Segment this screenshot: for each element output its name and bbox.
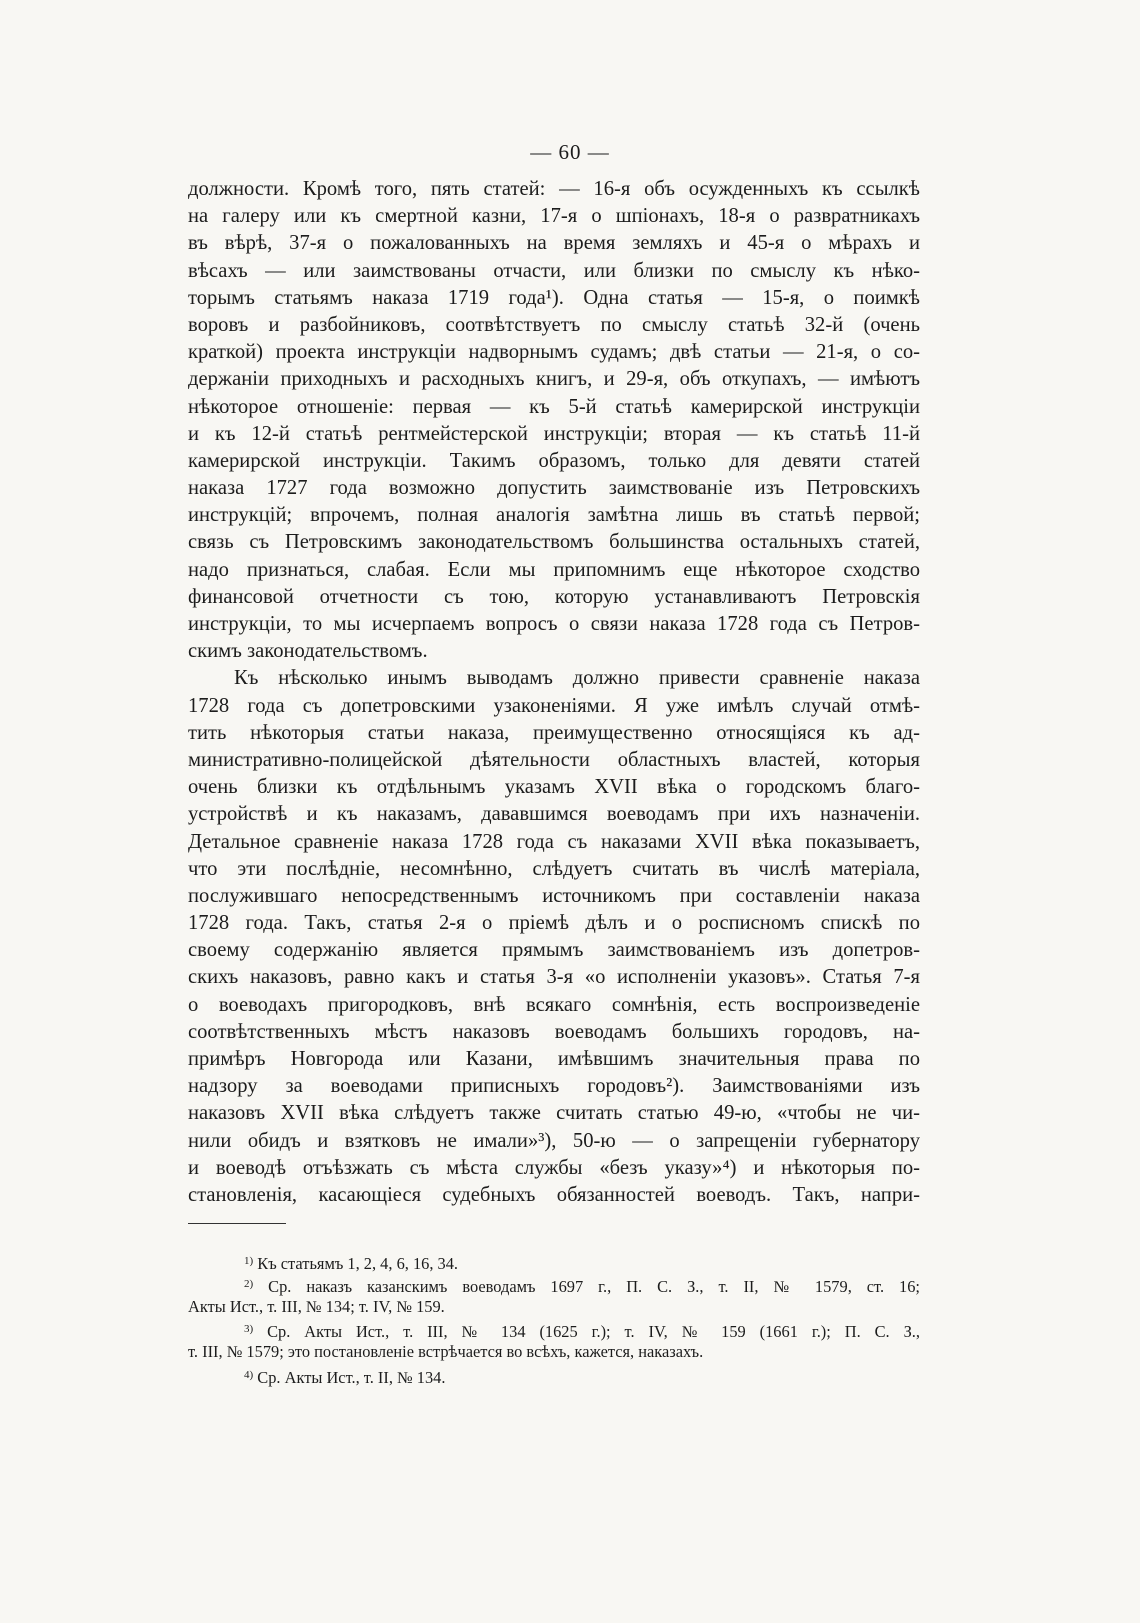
text-line: надзору за воеводами приписныхъ городовъ²). Заимствованіями изъ: [188, 1075, 920, 1098]
text-line: примѣръ Новгорода или Казани, имѣвшимъ значительныя права по: [188, 1048, 920, 1070]
footnotes: [188, 1250, 920, 1387]
page-number: — 60 —: [530, 140, 610, 164]
text-line: вѣсахъ — или заимствованы отчасти, или близки по смыслу къ нѣко-: [188, 259, 920, 282]
text-line: что эти послѣдніе, несомнѣнно, слѣдуетъ считать въ числѣ матеріала,: [188, 857, 920, 880]
footnote-1: [188, 1250, 920, 1273]
footnote-3-cont: т. III, № 1579; это постановленіе встрѣчается во всѣхъ, кажется, наказахъ.: [188, 1342, 704, 1362]
text-line: воровъ и разбойниковъ, соотвѣтствуетъ по смыслу статьѣ 32-й (очень: [188, 313, 920, 336]
text-line: тить нѣкоторыя статьи наказа, преимущественно относящіяся къ ад-: [188, 721, 920, 744]
text-line: и воеводѣ отъѣзжать съ мѣста службы «безъ указу»⁴) и нѣкоторыя по-: [188, 1156, 920, 1179]
text-line: скимъ законодательствомъ.: [188, 640, 428, 663]
text-line: наказовъ XVII вѣка слѣдуетъ также считать статью 49-ю, «чтобы не чи-: [188, 1102, 920, 1125]
text-line: соотвѣтственныхъ мѣстъ наказовъ воеводамъ большихъ городовъ, на-: [188, 1020, 920, 1043]
text-line: скихъ наказовъ, равно какъ и статья 3-я «о исполненіи указовъ». Статья 7-я: [188, 966, 920, 989]
text-line: инструкцій; впрочемъ, полная аналогія замѣтна лишь въ статьѣ первой;: [188, 504, 920, 527]
footnote-divider: [188, 1223, 286, 1224]
text-line: и къ 12-й статьѣ рентмейстерской инструкціи; вторая — къ статьѣ 11-й: [188, 422, 920, 445]
text-line: надо признаться, слабая. Если мы припомнимъ еще нѣкоторое сходство: [188, 558, 920, 581]
text-line: финансовой отчетности съ тою, которую устанавливаютъ Петровскія: [188, 585, 920, 608]
text-line: становленія, касающіеся судебныхъ обязанностей воеводъ. Такъ, напри-: [188, 1183, 920, 1206]
footnote-mark: 3): [244, 1323, 254, 1336]
footnote-mark: 2): [244, 1277, 254, 1290]
text-line: устройствѣ и къ наказамъ, дававшимся воеводамъ при ихъ назначеніи.: [188, 803, 920, 826]
text-line: 1728 года. Такъ, статья 2-я о пріемѣ дѣлъ и о росписномъ спискѣ по: [188, 912, 920, 935]
text-line: держаніи приходныхъ и расходныхъ книгъ, и 29-я, объ откупахъ, — имѣютъ: [188, 368, 920, 391]
text-line: нѣкоторое отношеніе: первая — къ 5-й статьѣ камерирской инструкціи: [188, 395, 920, 418]
text-line: связь съ Петровскимъ законодательствомъ большинства остальныхъ статей,: [188, 531, 920, 554]
text-line: очень близки къ отдѣльнымъ указамъ XVII вѣка о городскомъ благо-: [188, 776, 920, 799]
footnote-mark: 1): [244, 1255, 254, 1267]
footnote-2: [188, 1273, 920, 1296]
footnote-mark: 4): [244, 1368, 254, 1381]
text-line: въ вѣрѣ, 37-я о пожалованныхъ на время земляхъ и 45-я о мѣрахъ и: [188, 232, 920, 255]
footnote-4: [188, 1364, 920, 1387]
text-line: послужившаго непосредственнымъ источникомъ при составленіи наказа: [188, 884, 920, 907]
text-line: нили обидъ и взятковъ не имали»³), 50-ю — о запрещеніи губернатору: [188, 1129, 920, 1152]
footnote-text: Къ статьямъ 1, 2, 4, 6, 16, 34.: [257, 1254, 459, 1273]
text-line: инструкціи, то мы исчерпаемъ вопросъ о связи наказа 1728 года съ Петров-: [188, 613, 920, 635]
text-line: своему содержанію является прямымъ заимствованіемъ изъ допетров-: [188, 939, 920, 962]
body-text: [188, 176, 920, 1209]
text-line: камерирской инструкціи. Такимъ образомъ, только для девяти статей: [188, 449, 920, 472]
text-line: 1728 года съ допетровскими узаконеніями. Я уже имѣлъ случай отмѣ-: [188, 694, 920, 717]
text-line: Детальное сравненіе наказа 1728 года съ наказами XVII вѣка показываетъ,: [188, 830, 920, 853]
text-line: на галеру или къ смертной казни, 17-я о шпіонахъ, 18-я о развратникахъ: [188, 205, 920, 228]
text-line: о воеводахъ пригородковъ, внѣ всякаго сомнѣнія, есть воспроизведеніе: [188, 993, 920, 1016]
text-line: торымъ статьямъ наказа 1719 года¹). Одна статья — 15-я, о поимкѣ: [188, 286, 920, 309]
text-line: министративно-полицейской дѣятельности областныхъ властей, которыя: [188, 748, 920, 771]
text-line: наказа 1727 года возможно допустить заимствованіе изъ Петровскихъ: [188, 477, 920, 500]
text-line: Къ нѣсколько инымъ выводамъ должно привести сравненіе наказа: [234, 667, 920, 690]
text-line: краткой) проекта инструкціи надворнымъ судамъ; двѣ статьи — 21-я, о со-: [188, 341, 920, 364]
footnote-3: [188, 1318, 920, 1341]
footnote-text: Ср. наказъ казанскимъ воеводамъ 1697 г., П. С. З., т. II, № 1579, ст. 16;: [268, 1276, 920, 1296]
footnote-text: Ср. Акты Ист., т. II, № 134.: [257, 1367, 446, 1387]
text-line: должности. Кромѣ того, пять статей: — 16-я объ осужденныхъ къ ссылкѣ: [188, 178, 920, 200]
footnote-2-cont: Акты Ист., т. III, № 134; т. IV, № 159.: [188, 1296, 445, 1316]
footnote-text: Ср. Акты Ист., т. III, № 134 (1625 г.); т. IV, № 159 (1661 г.); П. С. З.,: [267, 1322, 920, 1342]
